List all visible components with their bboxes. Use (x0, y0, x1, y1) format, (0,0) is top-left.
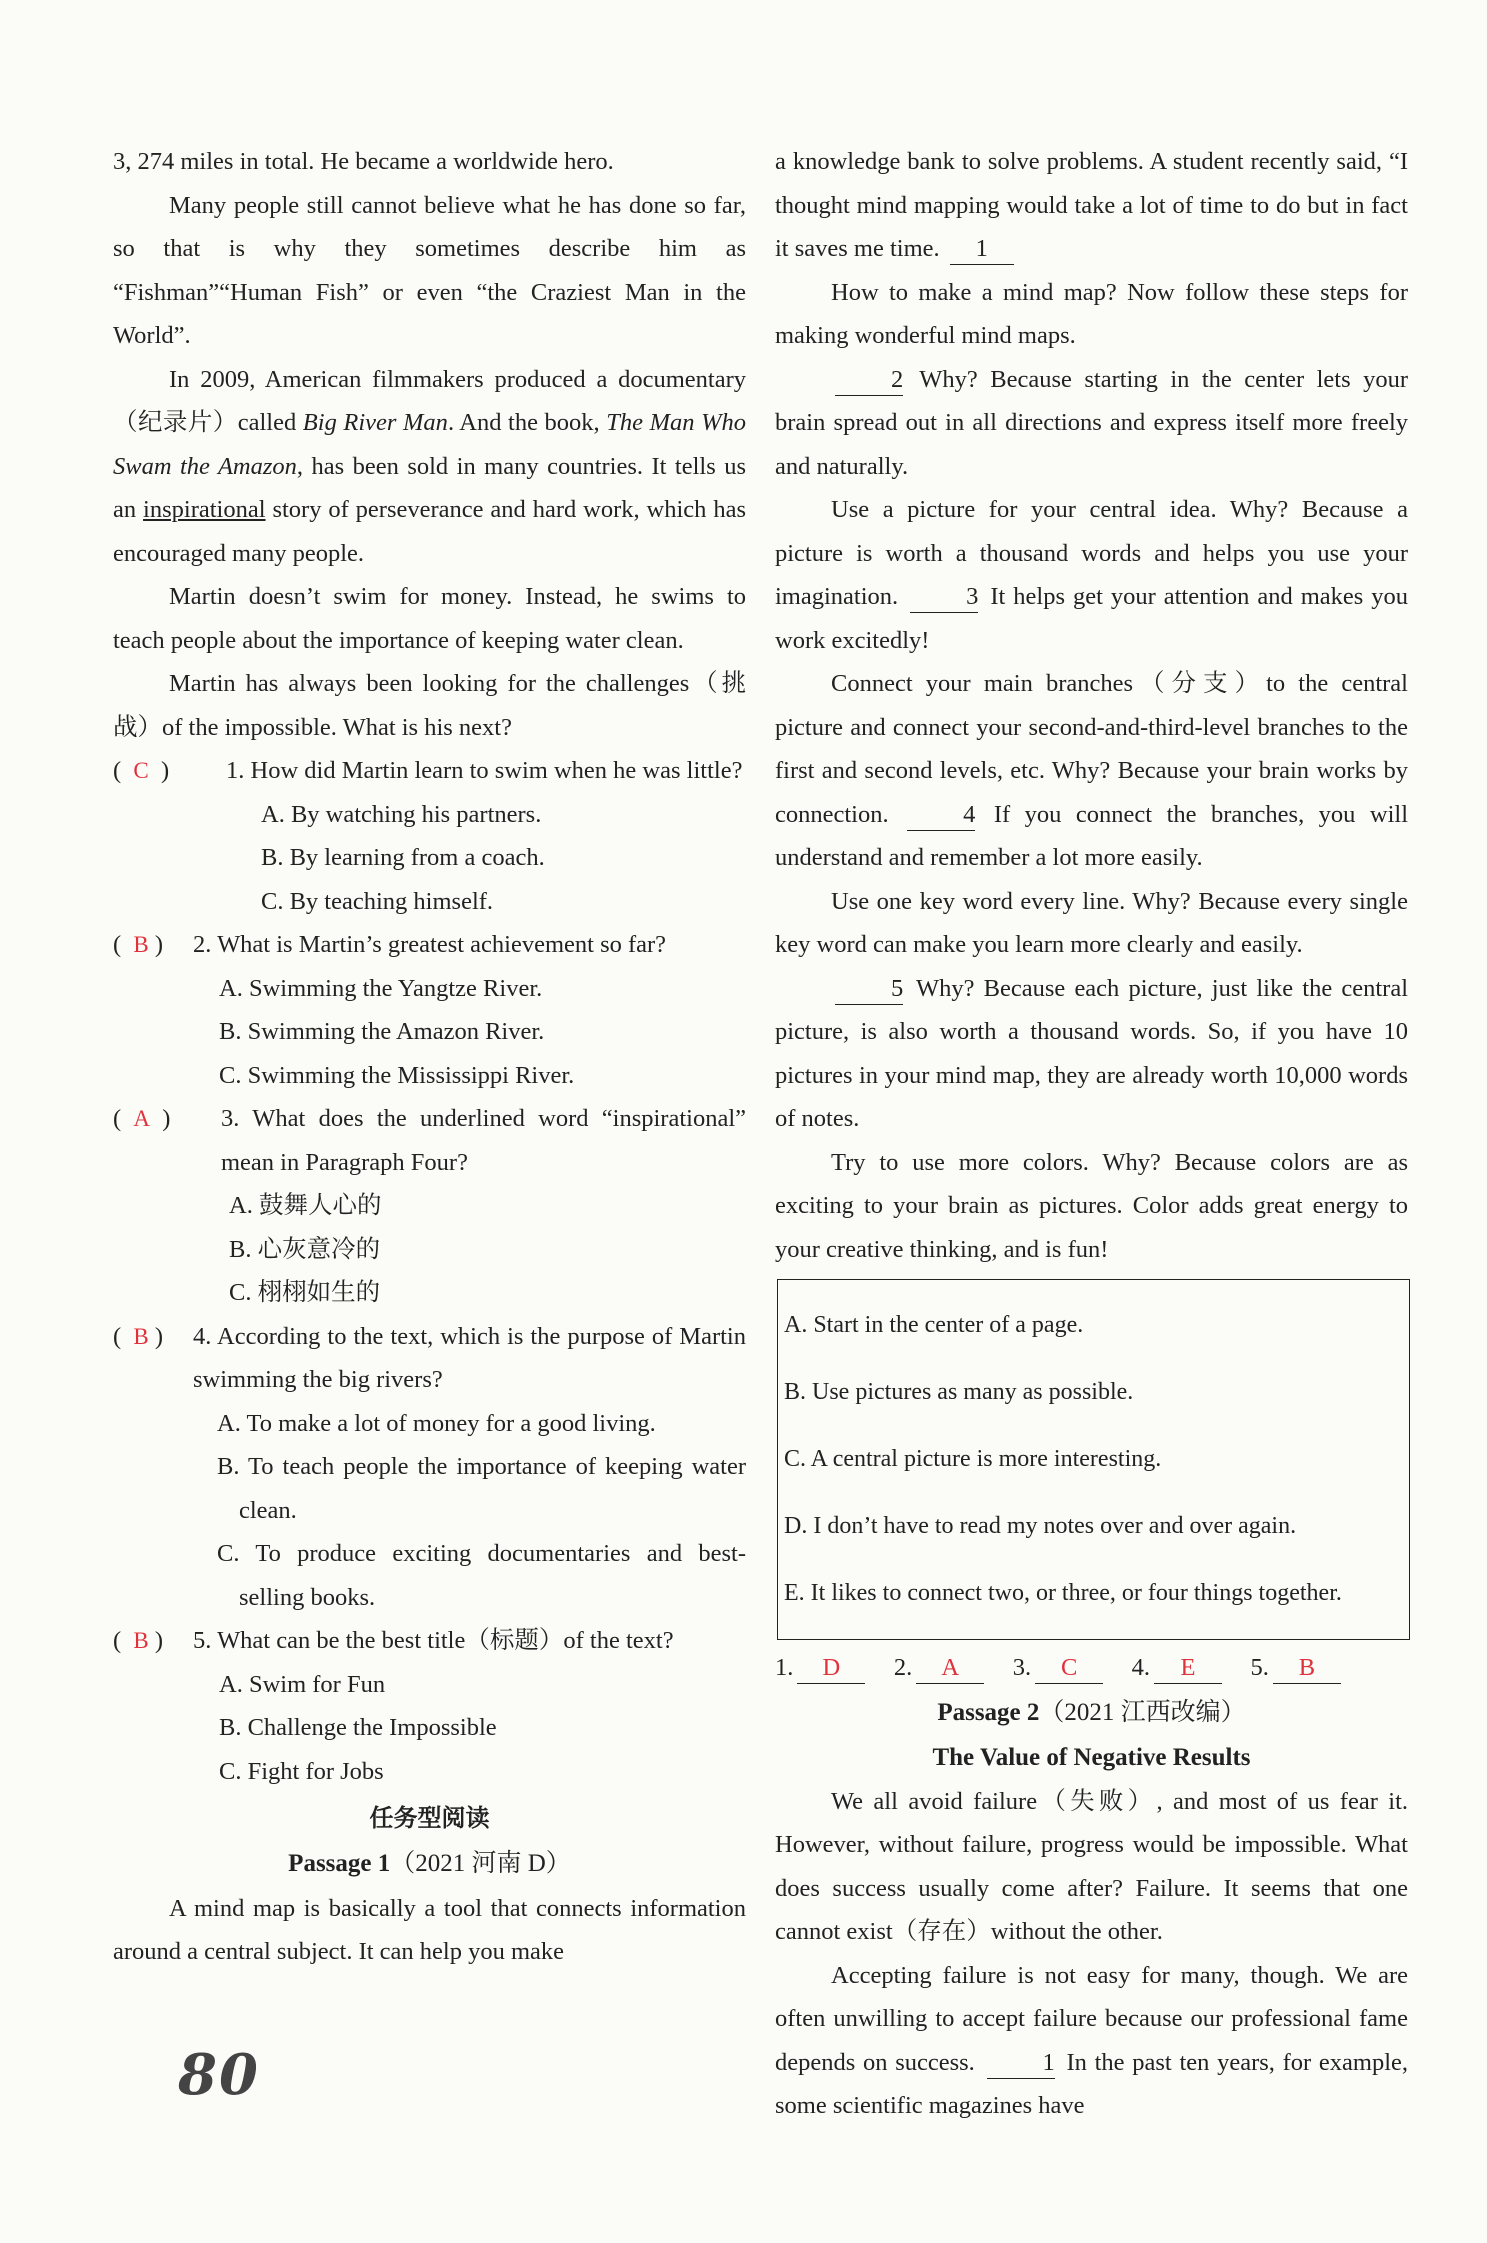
option: B. 心灰意冷的 (229, 1235, 381, 1263)
paragraph (775, 488, 1408, 662)
answer-number: 2. (893, 1654, 913, 1681)
text: , has been sold in many countries. It tells us an (113, 452, 746, 523)
text: Connect your main branches（分支）to the central picture and connect your second-and-third-level branches to the first and second levels, etc. Why? Because your brain works by connection. (775, 670, 1408, 828)
passage-heading (775, 1690, 1408, 1736)
paragraph: Martin doesn’t swim for money. Instead, he swims to teach people about the importance of keeping water clean. (113, 583, 746, 654)
right-column (775, 140, 1408, 2128)
blank: 5 (835, 974, 903, 1005)
text: Accepting failure is not easy for many, though. We are often unwilling to accept failure because our professional fame depends on success. (775, 1961, 1408, 2076)
option: C. Fight for Jobs (219, 1757, 384, 1785)
question-1 (113, 749, 746, 793)
box-option: B. Use pictures as many as possible. (784, 1379, 1134, 1405)
question-3 (113, 1097, 746, 1184)
option: A. Swimming the Yangtze River. (219, 974, 543, 1002)
passage-source: （2021 江西改编） (1039, 1698, 1246, 1726)
answer-blank: E (1154, 1653, 1222, 1684)
text: If you connect the branches, you will understand and remember a lot more easily. (775, 800, 1409, 871)
option: B. Swimming the Amazon River. (219, 1018, 545, 1045)
options-box (777, 1279, 1410, 1640)
left-column (113, 140, 746, 1974)
paragraph (775, 967, 1408, 1141)
paragraph (775, 358, 1408, 489)
paragraph: How to make a mind map? Now follow these steps for making wonderful mind maps. (775, 278, 1408, 349)
answer-bracket: ( C ) (113, 757, 170, 784)
box-option: C. A central picture is more interesting. (784, 1446, 1162, 1472)
text: Use a picture for your central idea. Why? Because a picture is worth a thousand words and helps you use your imagination. (775, 496, 1408, 610)
question-number: 1. (226, 757, 245, 784)
blank: 4 (907, 800, 975, 831)
text: In the past ten years, for example, some scientific magazines have (775, 2048, 1409, 2119)
question-number: 2. (193, 931, 212, 958)
blank: 1 (987, 2048, 1055, 2079)
option: B. Challenge the Impossible (219, 1714, 497, 1741)
paragraph: A mind map is basically a tool that connects information around a central subject. It can help you make (113, 1894, 746, 1965)
box-option: E. It likes to connect two, or three, or four things together. (784, 1580, 1342, 1606)
answer-bracket: ( B ) (113, 931, 164, 958)
question-4 (113, 1315, 746, 1402)
text: It helps get your attention and makes you work excitedly! (775, 583, 1409, 654)
option: C. By teaching himself. (261, 887, 494, 915)
question-2 (113, 923, 746, 967)
blank: 2 (835, 365, 903, 396)
question-text: What can be the best title（标题）of the text? (217, 1627, 674, 1654)
answer-blank: D (797, 1653, 865, 1684)
question-stem (193, 923, 746, 967)
section-title: 任务型阅读 (369, 1804, 490, 1832)
answer-blank: B (1273, 1653, 1341, 1684)
question-number: 5. (193, 1627, 212, 1654)
paragraph: Many people still cannot believe what he has done so far, so that is why they sometimes describe him as “Fishman”“Human Fish” or even “the Craziest Man in the World”. (113, 191, 746, 349)
paragraph: Try to use more colors. Why? Because colors are as exciting to your brain as pictures. Color adds great energy to your creative thinking, and is fun! (775, 1148, 1408, 1263)
answer-blank: A (916, 1653, 984, 1684)
question-text: According to the text, which is the purpose of Martin swimming the big rivers? (193, 1322, 746, 1393)
passage-heading (113, 1841, 746, 1887)
answer-row (775, 1646, 1408, 1690)
question-stem (193, 1619, 746, 1663)
option: A. 鼓舞人心的 (229, 1192, 382, 1219)
book-title: The Man Who Swam the Amazon (113, 409, 746, 480)
question-stem (193, 1315, 746, 1402)
answer-bracket: ( B ) (113, 1627, 164, 1654)
answer-mark: A (133, 1106, 151, 1131)
question-text: What does the underlined word “inspirational” mean in Paragraph Four? (221, 1105, 747, 1176)
blank: 1 (950, 234, 1014, 265)
text: . And the book, (447, 409, 607, 436)
answer-mark: B (133, 1323, 149, 1349)
text: In 2009, American filmmakers produced a documentary（纪录片）called (113, 365, 746, 436)
passage-source: （2021 河南 D） (390, 1849, 571, 1877)
option: C. Swimming the Mississippi River. (219, 1061, 575, 1089)
answer-mark: B (133, 932, 149, 957)
answer-mark: B (133, 1628, 149, 1653)
question-text: What is Martin’s greatest achievement so far? (217, 931, 667, 958)
passage-label: Passage 2 (937, 1698, 1040, 1726)
question-5 (113, 1619, 746, 1663)
option: B. To teach people the importance of keeping water clean. (217, 1453, 746, 1524)
text: story of perseverance and hard work, which has encouraged many people. (113, 496, 746, 567)
passage-label: Passage 1 (288, 1849, 391, 1877)
answer-mark: C (133, 758, 149, 783)
paragraph (113, 358, 746, 576)
paragraph (775, 1954, 1408, 2128)
option: A. Swim for Fun (219, 1670, 386, 1698)
box-option: A. Start in the center of a page. (784, 1312, 1084, 1338)
option: B. By learning from a coach. (261, 844, 545, 871)
question-stem (221, 1097, 746, 1184)
question-stem (226, 749, 746, 793)
option: A. To make a lot of money for a good living. (217, 1409, 656, 1437)
blank: 3 (910, 582, 978, 613)
question-number: 4. (193, 1322, 212, 1350)
page-number: 80 (178, 2042, 260, 2108)
answer-bracket: ( B ) (113, 1322, 164, 1350)
option: C. 栩栩如生的 (229, 1279, 381, 1306)
passage-title: The Value of Negative Results (932, 1743, 1251, 1771)
paragraph: Martin has always been looking for the challenges（挑战）of the impossible. What is his next? (113, 670, 746, 741)
underlined-word: inspirational (143, 496, 266, 523)
paragraph: We all avoid failure（失败）, and most of us fear it. However, without failure, progress would be impossible. What does success usually come after? Failure. It seems that one cannot exist（存在）without the other. (775, 1787, 1408, 1945)
answer-number: 3. (1012, 1654, 1032, 1681)
paragraph (775, 662, 1408, 880)
answer-number: 1. (775, 1654, 794, 1681)
documentary-title: Big River Man (302, 409, 448, 436)
question-text: How did Martin learn to swim when he was little? (250, 757, 743, 784)
text: a knowledge bank to solve problems. A student recently said, “I thought mind mapping would take a lot of time to do but in fact it saves me time. (775, 148, 1408, 262)
text: Why? Because starting in the center lets your brain spread out in all directions and express itself more freely and naturally. (775, 365, 1408, 480)
answer-bracket: ( A ) (113, 1105, 171, 1132)
answer-blank: C (1035, 1653, 1103, 1684)
paragraph: Use one key word every line. Why? Because every single key word can make you learn more clearly and easily. (775, 887, 1408, 958)
answer-number: 4. (1131, 1654, 1150, 1681)
option: C. To produce exciting documentaries and best-selling books. (217, 1540, 746, 1611)
paragraph (775, 140, 1408, 271)
box-option: D. I don’t have to read my notes over and over again. (784, 1513, 1297, 1539)
paragraph: 3, 274 miles in total. He became a worldwide hero. (113, 148, 614, 175)
answer-number: 5. (1250, 1654, 1269, 1681)
option: A. By watching his partners. (261, 800, 542, 828)
text: Why? Because each picture, just like the central picture, is also worth a thousand words. So, if you have 10 pictures in your mind map, they are already worth 10,000 words of notes. (775, 974, 1408, 1132)
question-number: 3. (221, 1105, 240, 1132)
